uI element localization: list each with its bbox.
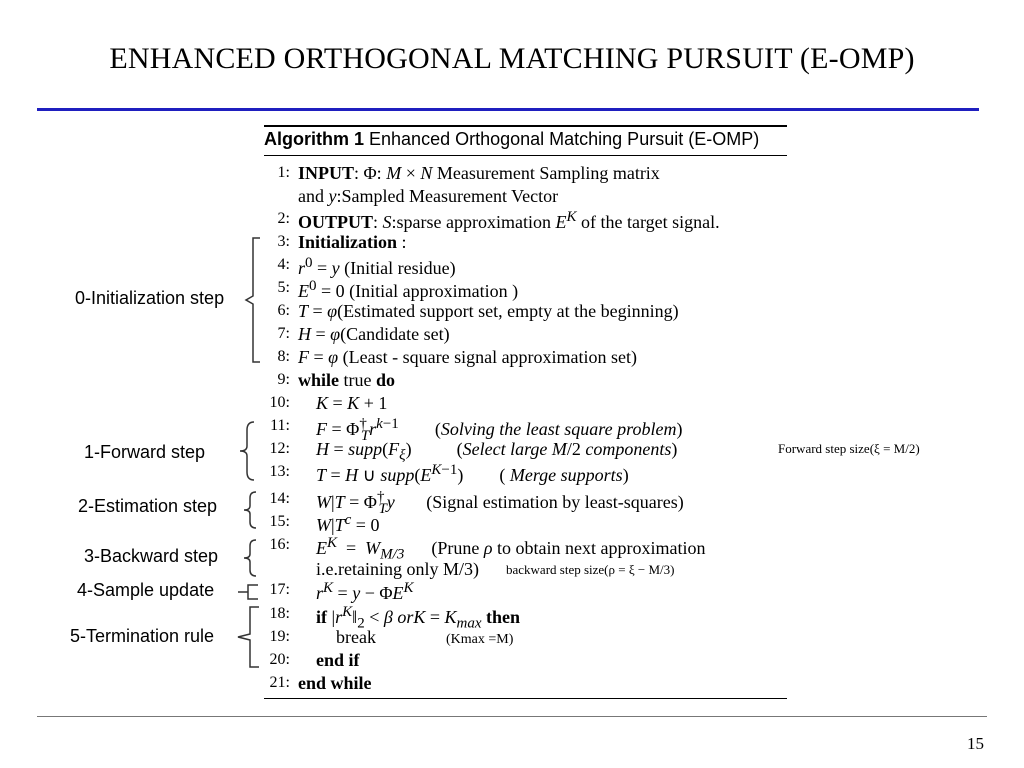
line-text: T = φ(Estimated support set, empty at the beginning) [298, 301, 679, 321]
line-number: 1: [277, 164, 290, 181]
algorithm-bottom-rule [264, 698, 787, 699]
line-number: 7: [277, 325, 290, 342]
title-divider [37, 108, 979, 111]
line-text: F = φ (Least - square signal approximation set) [298, 347, 638, 367]
initialization-bracket [240, 236, 264, 364]
algorithm-caption-rule [264, 155, 787, 156]
forward-step-size-note: Forward step size(ξ = M/2) [778, 441, 920, 456]
line-text: $W|T = \Phi^\dagger_Ty$ (Signal estimation by least-squares) [316, 489, 684, 517]
line-text: $W|T^c = 0$ [316, 512, 380, 535]
line-number: 19: [269, 628, 290, 645]
line-text: while true do [298, 370, 396, 390]
estimation-brace [238, 490, 260, 530]
line-text: $E^0 = 0$ (Initial approximation ) [298, 278, 519, 301]
line-text: OUTPUT: S:sparse approximation $E^K$ of the target signal. [298, 209, 720, 232]
line-number: 18: [269, 605, 290, 622]
line-number: 10: [269, 394, 290, 411]
step-label-termination: 5-Termination rule [70, 626, 215, 646]
line-number: 16: [269, 536, 290, 553]
line-number: 8: [277, 348, 290, 365]
line-number: 13: [269, 463, 290, 480]
step-label-estimation: 2-Estimation step [78, 496, 218, 516]
line-number: 4: [277, 256, 290, 273]
step-label-backward: 3-Backward step [84, 546, 219, 566]
algorithm-caption-text: Enhanced Orthogonal Matching Pursuit (E-OMP) [364, 129, 760, 149]
forward-brace [234, 420, 258, 482]
line-number: 6: [277, 302, 290, 319]
line-text: break [336, 627, 376, 647]
line-text: Initialization : [298, 232, 407, 252]
termination-bracket [234, 604, 262, 670]
slide-title: ENHANCED ORTHOGONAL MATCHING PURSUIT (E-OMP) [109, 42, 915, 75]
line-number: 21: [269, 674, 290, 691]
line-number: 20: [269, 651, 290, 668]
line-number: 11: [270, 417, 290, 434]
algorithm-caption [264, 129, 759, 150]
algorithm-caption-number: Algorithm 1 [264, 129, 365, 149]
line-text: $r^K = y - \Phi E^K$ [316, 580, 414, 603]
line-number: 2: [277, 210, 290, 227]
line-number: 17: [269, 581, 290, 598]
line-text: T = H ∪ $supp(E^{K-1})$ ( Merge supports) [316, 462, 629, 485]
line-text: end while [298, 673, 372, 693]
line-number: 3: [277, 233, 290, 250]
kmax-note: (Kmax =M) [446, 632, 514, 647]
line-text: $E^K = W_{M/3}$ (Prune ρ to obtain next approximation [316, 535, 706, 563]
step-label-initialization: 0-Initialization step [75, 288, 225, 308]
line-text: i.e.retaining only M/3) [316, 559, 479, 579]
backward-step-size-note: backward step size(ρ = ξ − M/3) [506, 562, 675, 577]
line-text: H = φ(Candidate set) [298, 324, 450, 344]
line-number: 5: [277, 279, 290, 296]
page-number: 15 [967, 734, 984, 753]
line-text: $r^0 = y$ (Initial residue) [298, 255, 456, 278]
line-number: 12: [269, 440, 290, 457]
step-label-sample-update: 4-Sample update [77, 580, 215, 600]
line-text: K = K + 1 [316, 393, 388, 413]
line-text: and y:Sampled Measurement Vector [298, 186, 559, 206]
algorithm-top-rule [264, 125, 787, 127]
line-number: 15: [269, 513, 290, 530]
line-number: 14: [269, 490, 290, 507]
step-label-forward: 1-Forward step [84, 442, 206, 462]
line-number: 9: [277, 371, 290, 388]
line-text: $F = \Phi^\dagger_Tr^{k-1}$ (Solving the least square problem) [316, 416, 683, 444]
footer-divider [37, 716, 987, 717]
line-text: end if [316, 650, 360, 670]
line-text: $H = supp(F_\xi)$ (Select large M/2 components) [316, 439, 678, 464]
line-text: INPUT: Φ: M × N Measurement Sampling matrix [298, 163, 660, 183]
backward-brace [238, 538, 260, 578]
sample-update-bracket [234, 582, 260, 602]
line-text: if $|r^K‖_2 < \beta$ orK = $K_{max}$ then [316, 604, 521, 632]
